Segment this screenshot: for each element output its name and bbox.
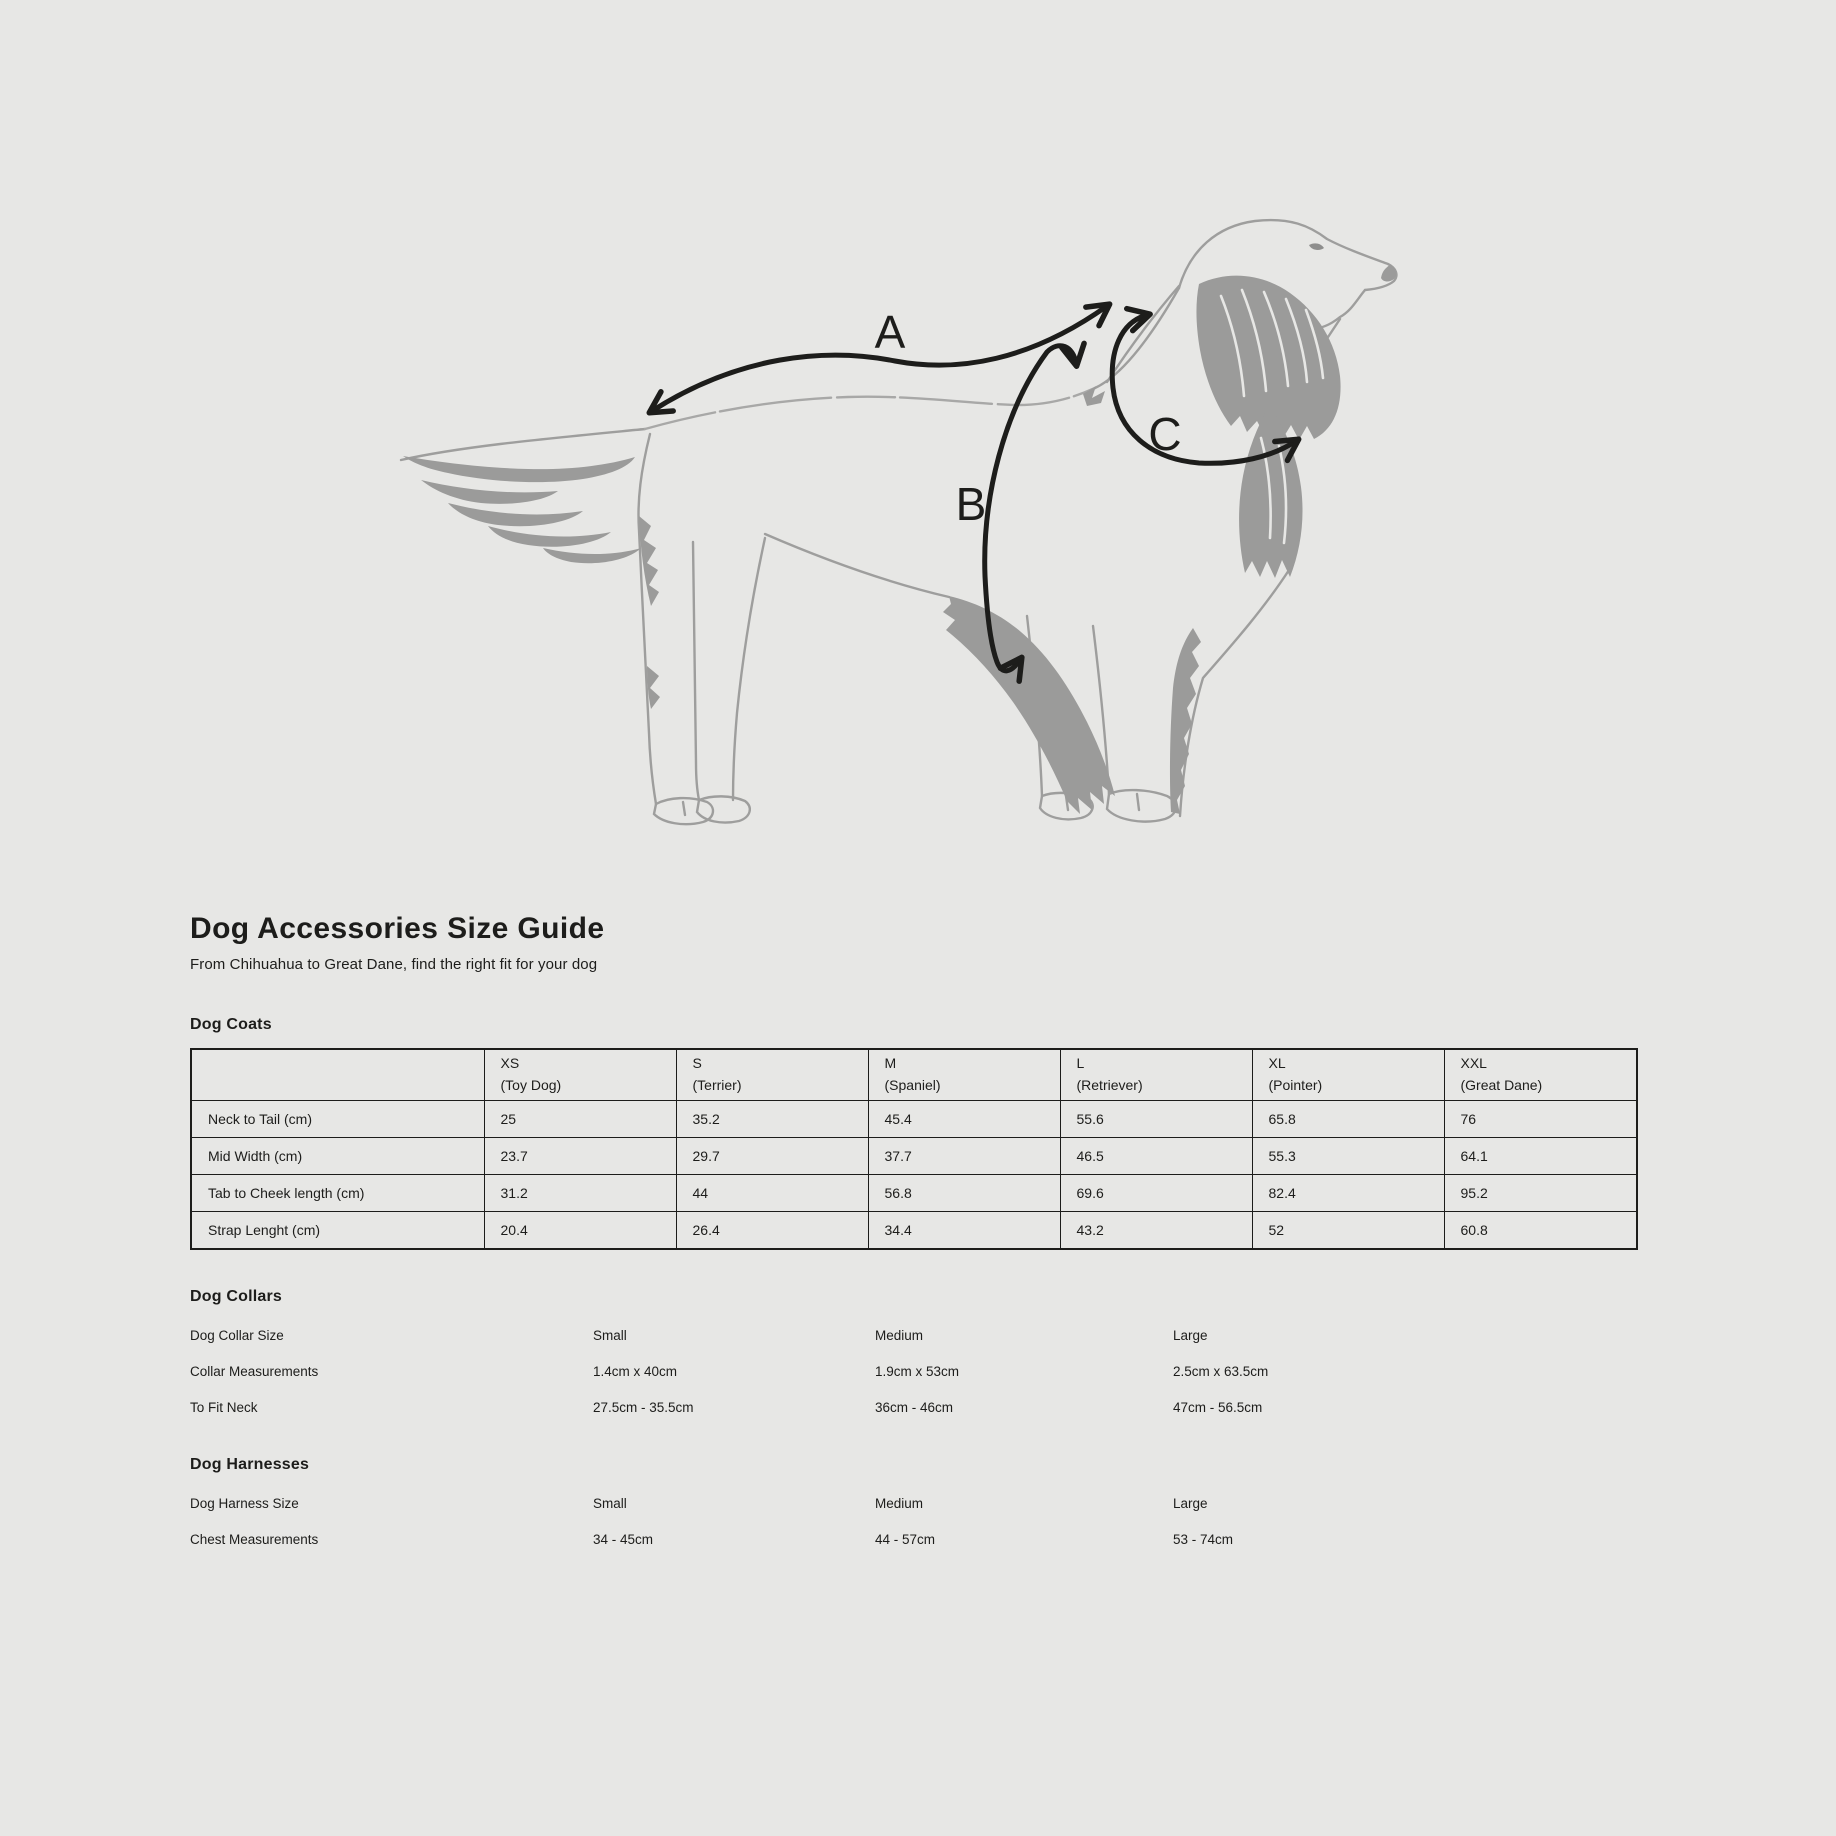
coats-cell: 64.1 — [1444, 1138, 1637, 1175]
measurement-label-c: C — [1148, 408, 1182, 460]
spec-value: 53 - 74cm — [1173, 1532, 1234, 1547]
coats-cell: 65.8 — [1252, 1101, 1444, 1138]
spec-value: 1.4cm x 40cm — [593, 1364, 678, 1379]
coats-cell: 26.4 — [676, 1212, 868, 1250]
coats-cell: 69.6 — [1060, 1175, 1252, 1212]
dog-tail-feathers — [403, 456, 635, 482]
dog-measurement-figure — [393, 198, 1408, 870]
coats-cell: 82.4 — [1252, 1175, 1444, 1212]
coats-table-row — [191, 1175, 1637, 1212]
spec-value: Large — [1173, 1328, 1208, 1343]
coats-cell: 55.3 — [1252, 1138, 1444, 1175]
spec-row-label: Dog Harness Size — [190, 1496, 299, 1511]
collar-fit-neck-row — [190, 1394, 1636, 1430]
dog-rear-leg — [638, 434, 656, 804]
coats-row-label: Tab to Cheek length (cm) — [191, 1175, 484, 1212]
coats-col-header: XXL (Great Dane) — [1444, 1049, 1637, 1101]
coats-row-label: Strap Lenght (cm) — [191, 1212, 484, 1250]
spec-value: 47cm - 56.5cm — [1173, 1400, 1263, 1415]
coats-cell: 55.6 — [1060, 1101, 1252, 1138]
spec-row-label: Chest Measurements — [190, 1532, 319, 1547]
coats-cell: 31.2 — [484, 1175, 676, 1212]
coats-row-label: Neck to Tail (cm) — [191, 1101, 484, 1138]
coats-cell: 34.4 — [868, 1212, 1060, 1250]
collars-section-heading: Dog Collars — [190, 1288, 282, 1305]
spec-value: Medium — [875, 1328, 924, 1343]
spec-value: Large — [1173, 1496, 1208, 1511]
coats-cell: 44 — [676, 1175, 868, 1212]
dog-illustration — [393, 198, 1408, 870]
harness-size-row — [190, 1490, 1636, 1526]
spec-value: Small — [593, 1328, 627, 1343]
dog-tail-outline — [401, 429, 645, 460]
coats-cell: 76 — [1444, 1101, 1637, 1138]
coats-section-heading: Dog Coats — [190, 1016, 272, 1033]
harness-chest-row — [190, 1526, 1636, 1562]
coats-corner-cell — [191, 1049, 484, 1101]
spec-value: 2.5cm x 63.5cm — [1173, 1364, 1269, 1379]
dog-back-line — [645, 388, 1095, 429]
coats-row-label: Mid Width (cm) — [191, 1138, 484, 1175]
spec-value: 34 - 45cm — [593, 1532, 654, 1547]
coats-cell: 25 — [484, 1101, 676, 1138]
dog-eye — [1309, 243, 1324, 250]
coats-cell: 37.7 — [868, 1138, 1060, 1175]
dog-belly-line — [765, 534, 949, 597]
spec-value: Small — [593, 1496, 627, 1511]
coats-cell: 23.7 — [484, 1138, 676, 1175]
coats-col-header: L (Retriever) — [1060, 1049, 1252, 1101]
spec-value: 36cm - 46cm — [875, 1400, 954, 1415]
collar-size-row — [190, 1322, 1636, 1358]
spec-value: 1.9cm x 53cm — [875, 1364, 960, 1379]
spec-row-label: Dog Collar Size — [190, 1328, 284, 1343]
spec-value: 27.5cm - 35.5cm — [593, 1400, 694, 1415]
coats-cell: 43.2 — [1060, 1212, 1252, 1250]
spec-value: Medium — [875, 1496, 924, 1511]
spec-row-label: Collar Measurements — [190, 1364, 319, 1379]
spec-value: 44 - 57cm — [875, 1532, 936, 1547]
page-subtitle: From Chihuahua to Great Dane, find the right fit for your dog — [190, 956, 598, 973]
spec-row-label: To Fit Neck — [190, 1400, 258, 1415]
collar-measurements-row — [190, 1358, 1636, 1394]
page-title: Dog Accessories Size Guide — [190, 912, 605, 945]
coats-table-row — [191, 1101, 1637, 1138]
coats-table — [190, 1048, 1638, 1250]
harnesses-section-heading: Dog Harnesses — [190, 1456, 310, 1473]
measurement-label-b: B — [955, 478, 987, 530]
coats-header-row — [191, 1049, 1637, 1101]
coats-col-header: XS (Toy Dog) — [484, 1049, 676, 1101]
coats-cell: 29.7 — [676, 1138, 868, 1175]
coats-col-header: M (Spaniel) — [868, 1049, 1060, 1101]
coats-cell: 60.8 — [1444, 1212, 1637, 1250]
coats-col-header: S (Terrier) — [676, 1049, 868, 1101]
coats-cell: 95.2 — [1444, 1175, 1637, 1212]
coats-table-row — [191, 1138, 1637, 1175]
coats-table-row — [191, 1212, 1637, 1250]
coats-cell: 35.2 — [676, 1101, 868, 1138]
collars-spec-list — [190, 1322, 1636, 1430]
coats-col-header: XL (Pointer) — [1252, 1049, 1444, 1101]
coats-cell: 56.8 — [868, 1175, 1060, 1212]
harnesses-spec-list — [190, 1490, 1636, 1562]
coats-cell: 20.4 — [484, 1212, 676, 1250]
coats-cell: 46.5 — [1060, 1138, 1252, 1175]
coats-cell: 45.4 — [868, 1101, 1060, 1138]
measurement-label-a: A — [874, 306, 906, 358]
coats-cell: 52 — [1252, 1212, 1444, 1250]
